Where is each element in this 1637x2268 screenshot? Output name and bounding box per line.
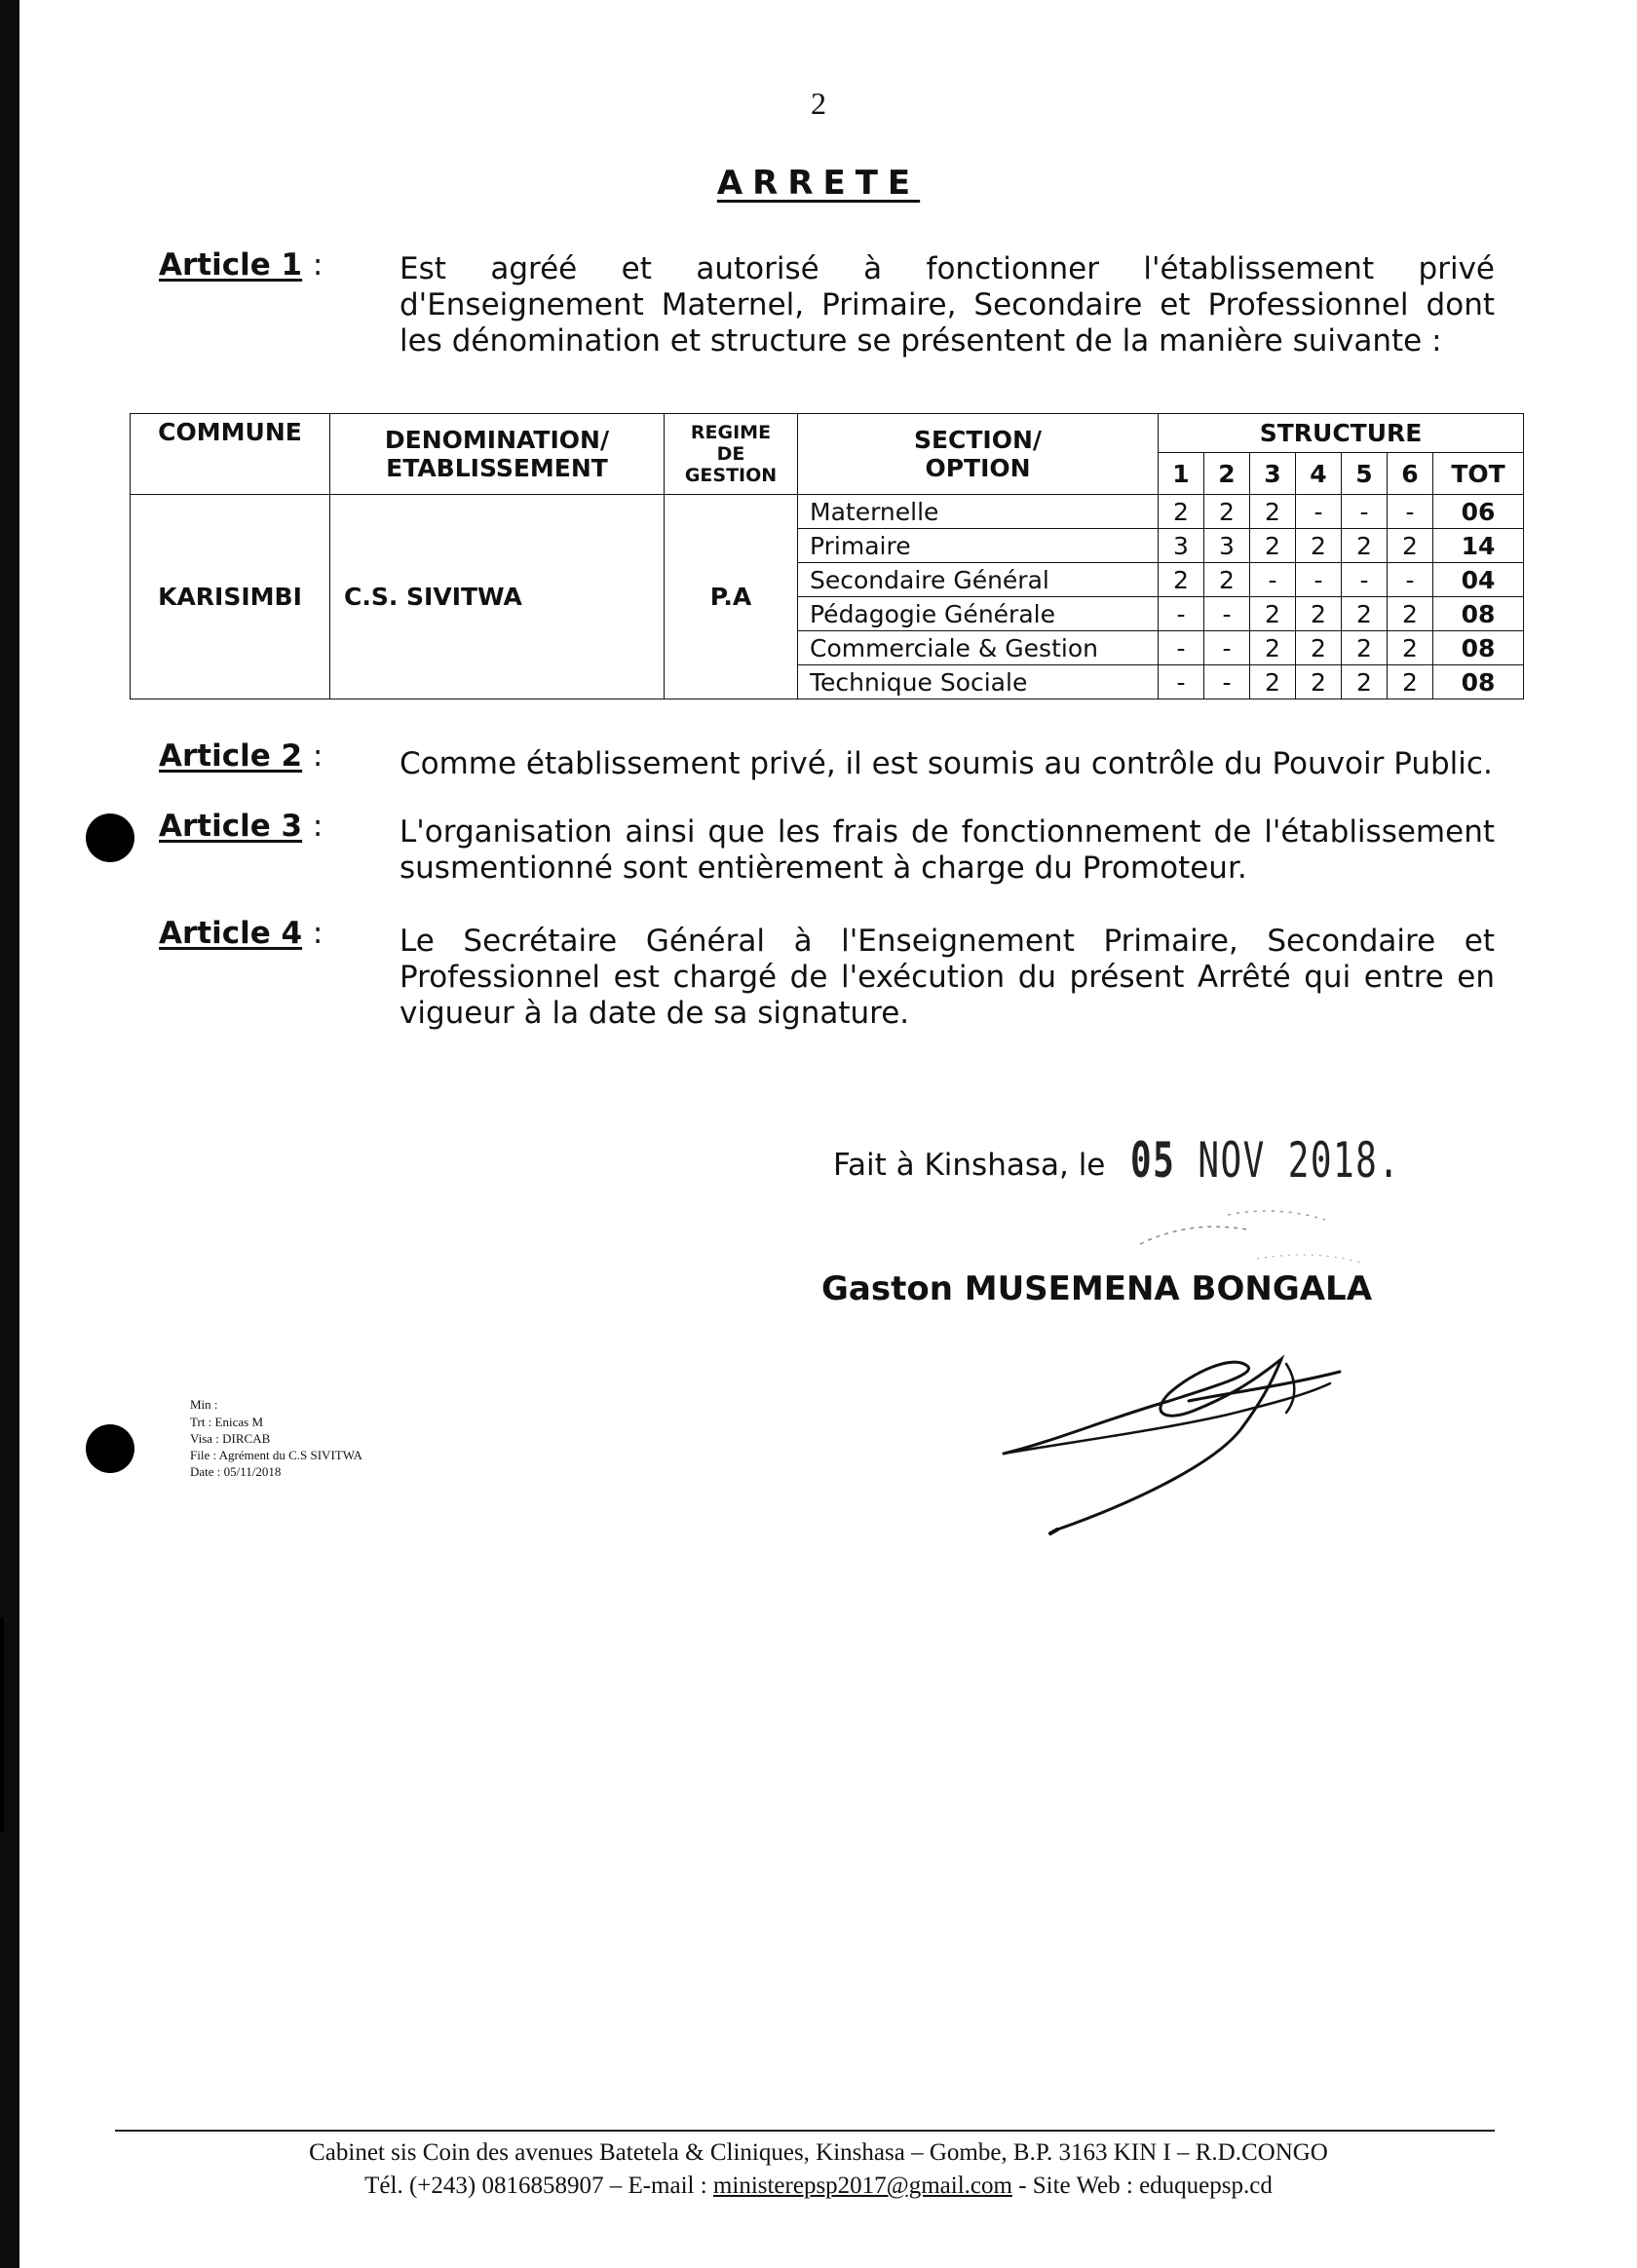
structure-cell: 2 bbox=[1342, 597, 1388, 631]
meta-file: File : Agrément du C.S SIVITWA bbox=[190, 1448, 362, 1462]
structure-cell: - bbox=[1296, 563, 1342, 597]
header-col-1: 1 bbox=[1159, 453, 1204, 495]
header-row-1 bbox=[131, 414, 1524, 453]
total-cell: 08 bbox=[1433, 631, 1524, 665]
header-regime: REGIME DE GESTION bbox=[665, 414, 798, 495]
structure-cell: 3 bbox=[1159, 529, 1204, 563]
structure-cell: 2 bbox=[1296, 529, 1342, 563]
structure-cell: 2 bbox=[1250, 529, 1296, 563]
structure-cell: 2 bbox=[1296, 665, 1342, 699]
header-section: SECTION/ OPTION bbox=[798, 414, 1159, 495]
table-row bbox=[131, 495, 1524, 529]
structure-cell: 2 bbox=[1296, 597, 1342, 631]
structure-cell: 2 bbox=[1388, 529, 1433, 563]
place-text: Fait à Kinshasa, le bbox=[833, 1148, 1106, 1183]
section-cell: Commerciale & Gestion bbox=[798, 631, 1159, 665]
structure-cell: - bbox=[1159, 665, 1204, 699]
article-3-label: Article 3 : bbox=[159, 809, 324, 844]
document-title: ARRETE bbox=[716, 164, 921, 203]
structure-cell: 2 bbox=[1342, 631, 1388, 665]
structure-cell: - bbox=[1342, 495, 1388, 529]
stamp-residue bbox=[1130, 1200, 1423, 1278]
article-3-text: L'organisation ainsi que les frais de fonctionnement de l'établissement susmentionné sont entièrement à charge du Promoteur. bbox=[400, 814, 1495, 886]
date-stamp: 05 NOV 2018. bbox=[1130, 1132, 1401, 1189]
meta-date: Date : 05/11/2018 bbox=[190, 1464, 282, 1479]
meta-min: Min : bbox=[190, 1397, 218, 1412]
page-number: 2 bbox=[811, 86, 826, 121]
header-col-5: 5 bbox=[1342, 453, 1388, 495]
header-col-2: 2 bbox=[1204, 453, 1250, 495]
total-cell: 14 bbox=[1433, 529, 1524, 563]
structure-cell: - bbox=[1204, 665, 1250, 699]
section-cell: Maternelle bbox=[798, 495, 1159, 529]
structure-cell: - bbox=[1204, 597, 1250, 631]
structure-cell: 2 bbox=[1342, 529, 1388, 563]
regime-cell: P.A bbox=[665, 495, 798, 699]
handwritten-signature bbox=[994, 1325, 1403, 1539]
footer-address: Cabinet sis Coin des avenues Batetela & Cliniques, Kinshasa – Gombe, B.P. 3163 KIN I – R.D.CONGO bbox=[309, 2139, 1328, 2166]
structure-cell: - bbox=[1388, 563, 1433, 597]
structure-cell: 2 bbox=[1250, 495, 1296, 529]
total-cell: 04 bbox=[1433, 563, 1524, 597]
header-commune: COMMUNE bbox=[131, 414, 330, 495]
structure-cell: - bbox=[1296, 495, 1342, 529]
total-cell: 06 bbox=[1433, 495, 1524, 529]
header-col-6: 6 bbox=[1388, 453, 1433, 495]
structure-cell: 2 bbox=[1159, 563, 1204, 597]
scan-edge-mark bbox=[0, 1617, 4, 1832]
structure-cell: 2 bbox=[1388, 597, 1433, 631]
structure-cell: 2 bbox=[1204, 495, 1250, 529]
structure-cell: - bbox=[1204, 631, 1250, 665]
signer-name: Gaston MUSEMENA BONGALA bbox=[821, 1269, 1373, 1308]
structure-cell: - bbox=[1342, 563, 1388, 597]
article-4-text: Le Secrétaire Général à l'Enseignement Primaire, Secondaire et Professionnel est chargé de l'exécution du présent Arrêté qui entre en vigueur à la date de sa signature. bbox=[400, 924, 1495, 1031]
structure-cell: 2 bbox=[1159, 495, 1204, 529]
structure-cell: - bbox=[1159, 631, 1204, 665]
section-cell: Technique Sociale bbox=[798, 665, 1159, 699]
structure-cell: 3 bbox=[1204, 529, 1250, 563]
structure-cell: - bbox=[1159, 597, 1204, 631]
structure-cell: 2 bbox=[1204, 563, 1250, 597]
total-cell: 08 bbox=[1433, 665, 1524, 699]
structure-cell: 2 bbox=[1342, 665, 1388, 699]
article-2-text: Comme établissement privé, il est soumis au contrôle du Pouvoir Public. bbox=[400, 746, 1493, 781]
footer-rule bbox=[115, 2130, 1495, 2132]
commune-cell: KARISIMBI bbox=[131, 495, 330, 699]
total-cell: 08 bbox=[1433, 597, 1524, 631]
article-1-label: Article 1 : bbox=[159, 247, 324, 283]
section-cell: Primaire bbox=[798, 529, 1159, 563]
meta-treated-by: Trt : Enicas M bbox=[190, 1415, 263, 1429]
article-1-text: Est agréé et autorisé à fonctionner l'établissement privé d'Enseignement Maternel, Primaire, Secondaire et Professionnel dont les dénomination et structure se présentent de la manière suivante : bbox=[400, 251, 1495, 359]
footer-email[interactable]: ministerepsp2017@gmail.com bbox=[712, 2173, 1012, 2199]
header-col-tot: TOT bbox=[1433, 453, 1524, 495]
footer-contact bbox=[0, 2173, 1637, 2200]
scan-left-edge bbox=[0, 0, 19, 2268]
structure-cell: 2 bbox=[1296, 631, 1342, 665]
meta-visa: Visa : DIRCAB bbox=[190, 1431, 271, 1446]
punch-hole-top bbox=[86, 813, 134, 862]
denomination-cell: C.S. SIVITWA bbox=[330, 495, 665, 699]
structure-cell: 2 bbox=[1388, 665, 1433, 699]
header-denomination: DENOMINATION/ ETABLISSEMENT bbox=[330, 414, 665, 495]
structure-cell: 2 bbox=[1250, 597, 1296, 631]
structure-cell: 2 bbox=[1250, 665, 1296, 699]
article-2-label: Article 2 : bbox=[159, 738, 324, 774]
footer-site: - Site Web : eduquepsp.cd bbox=[1011, 2173, 1273, 2199]
header-col-4: 4 bbox=[1296, 453, 1342, 495]
section-cell: Secondaire Général bbox=[798, 563, 1159, 597]
structure-cell: - bbox=[1388, 495, 1433, 529]
structure-cell: - bbox=[1250, 563, 1296, 597]
header-col-3: 3 bbox=[1250, 453, 1296, 495]
structure-cell: 2 bbox=[1250, 631, 1296, 665]
structure-cell: 2 bbox=[1388, 631, 1433, 665]
structure-table bbox=[130, 413, 1524, 699]
punch-hole-bottom bbox=[86, 1424, 134, 1473]
section-cell: Pédagogie Générale bbox=[798, 597, 1159, 631]
footer-tel: Tél. (+243) 0816858907 – E-mail : bbox=[364, 2173, 713, 2199]
header-structure: STRUCTURE bbox=[1159, 414, 1524, 453]
article-4-label: Article 4 : bbox=[159, 916, 324, 951]
